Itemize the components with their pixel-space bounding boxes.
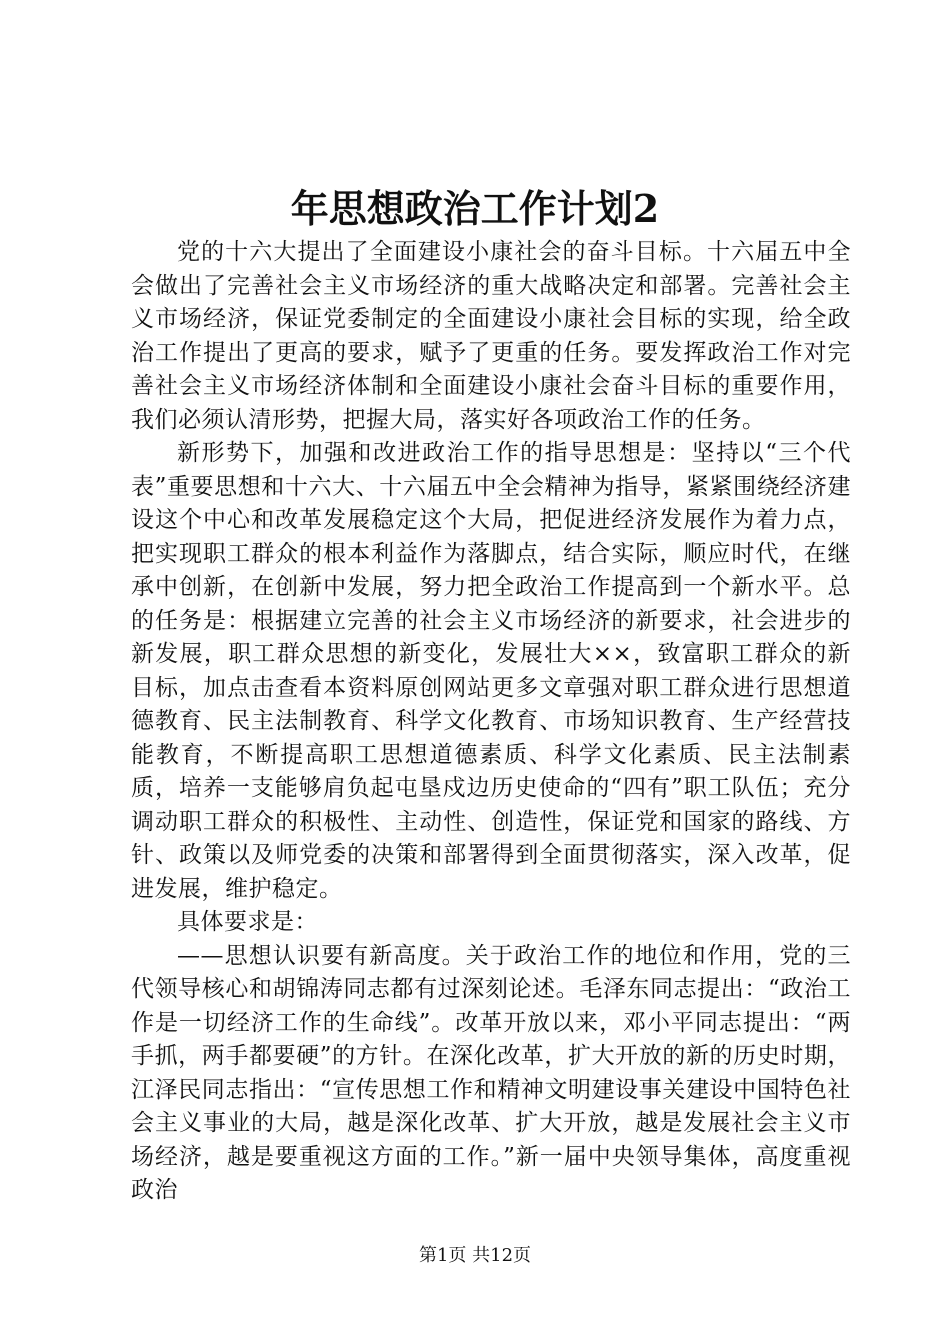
paragraph-4: ——思想认识要有新高度。关于政治工作的地位和作用，党的三代领导核心和胡锦涛同志都有过深刻论述。毛泽东同志提出：“政治工作是一切经济工作的生命线”。改革开放以来，邓小平同志提出：“两手抓，两手都要硬”的方针。在深化改革，扩大开放的新的历史时期，江泽民同志指出：“宣传思想工作和精神文明建设事关建设中国特色社会主义事业的大局，越是深化改革、扩大开放，越是发展社会主义市场经济，越是要重视这方面的工作。”新一届中央领导集体，高度重视政治 [131,942,851,1203]
page-footer [0,1244,950,1268]
paragraph-2: 新形势下，加强和改进政治工作的指导思想是：坚持以“三个代表”重要思想和十六大、十六届五中全会精神为指导，紧紧围绕经济建设这个中心和改革发展稳定这个大局，把促进经济发展作为着力点，把实现职工群众的根本利益作为落脚点，结合实际，顺应时代，在继承中创新，在创新中发展，努力把全政治工作提高到一个新水平。总的任务是：根据建立完善的社会主义市场经济的新要求，社会进步的新发展，职工群众思想的新变化，发展壮大××，致富职工群众的新目标，加点击查看本资料原创网站更多文章强对职工群众进行思想道德教育、民主法制教育、科学文化教育、市场知识教育、生产经营技能教育，不断提高职工思想道德素质、科学文化素质、民主法制素质，培养一支能够肩负起屯垦戍边历史使命的“四有”职工队伍；充分调动职工群众的积极性、主动性、创造性，保证党和国家的路线、方针、政策以及师党委的决策和部署得到全面贯彻落实，深入改革，促进发展，维护稳定。 [131,440,851,902]
paragraph-1: 党的十六大提出了全面建设小康社会的奋斗目标。十六届五中全会做出了完善社会主义市场经济的重大战略决定和部署。完善社会主义市场经济，保证党委制定的全面建设小康社会目标的实现，给全政治工作提出了更高的要求，赋予了更重的任务。要发挥政治工作对完善社会主义市场经济体制和全面建设小康社会奋斗目标的重要作用，我们必须认清形势，把握大局，落实好各项政治工作的任务。 [131,239,851,433]
page-number: 第1页 [418,1245,467,1266]
document-body [131,236,851,1208]
paragraph-3: 具体要求是： [177,909,318,935]
page-total: 共12页 [472,1245,532,1266]
document-title: 年思想政治工作计划2 [290,186,660,231]
